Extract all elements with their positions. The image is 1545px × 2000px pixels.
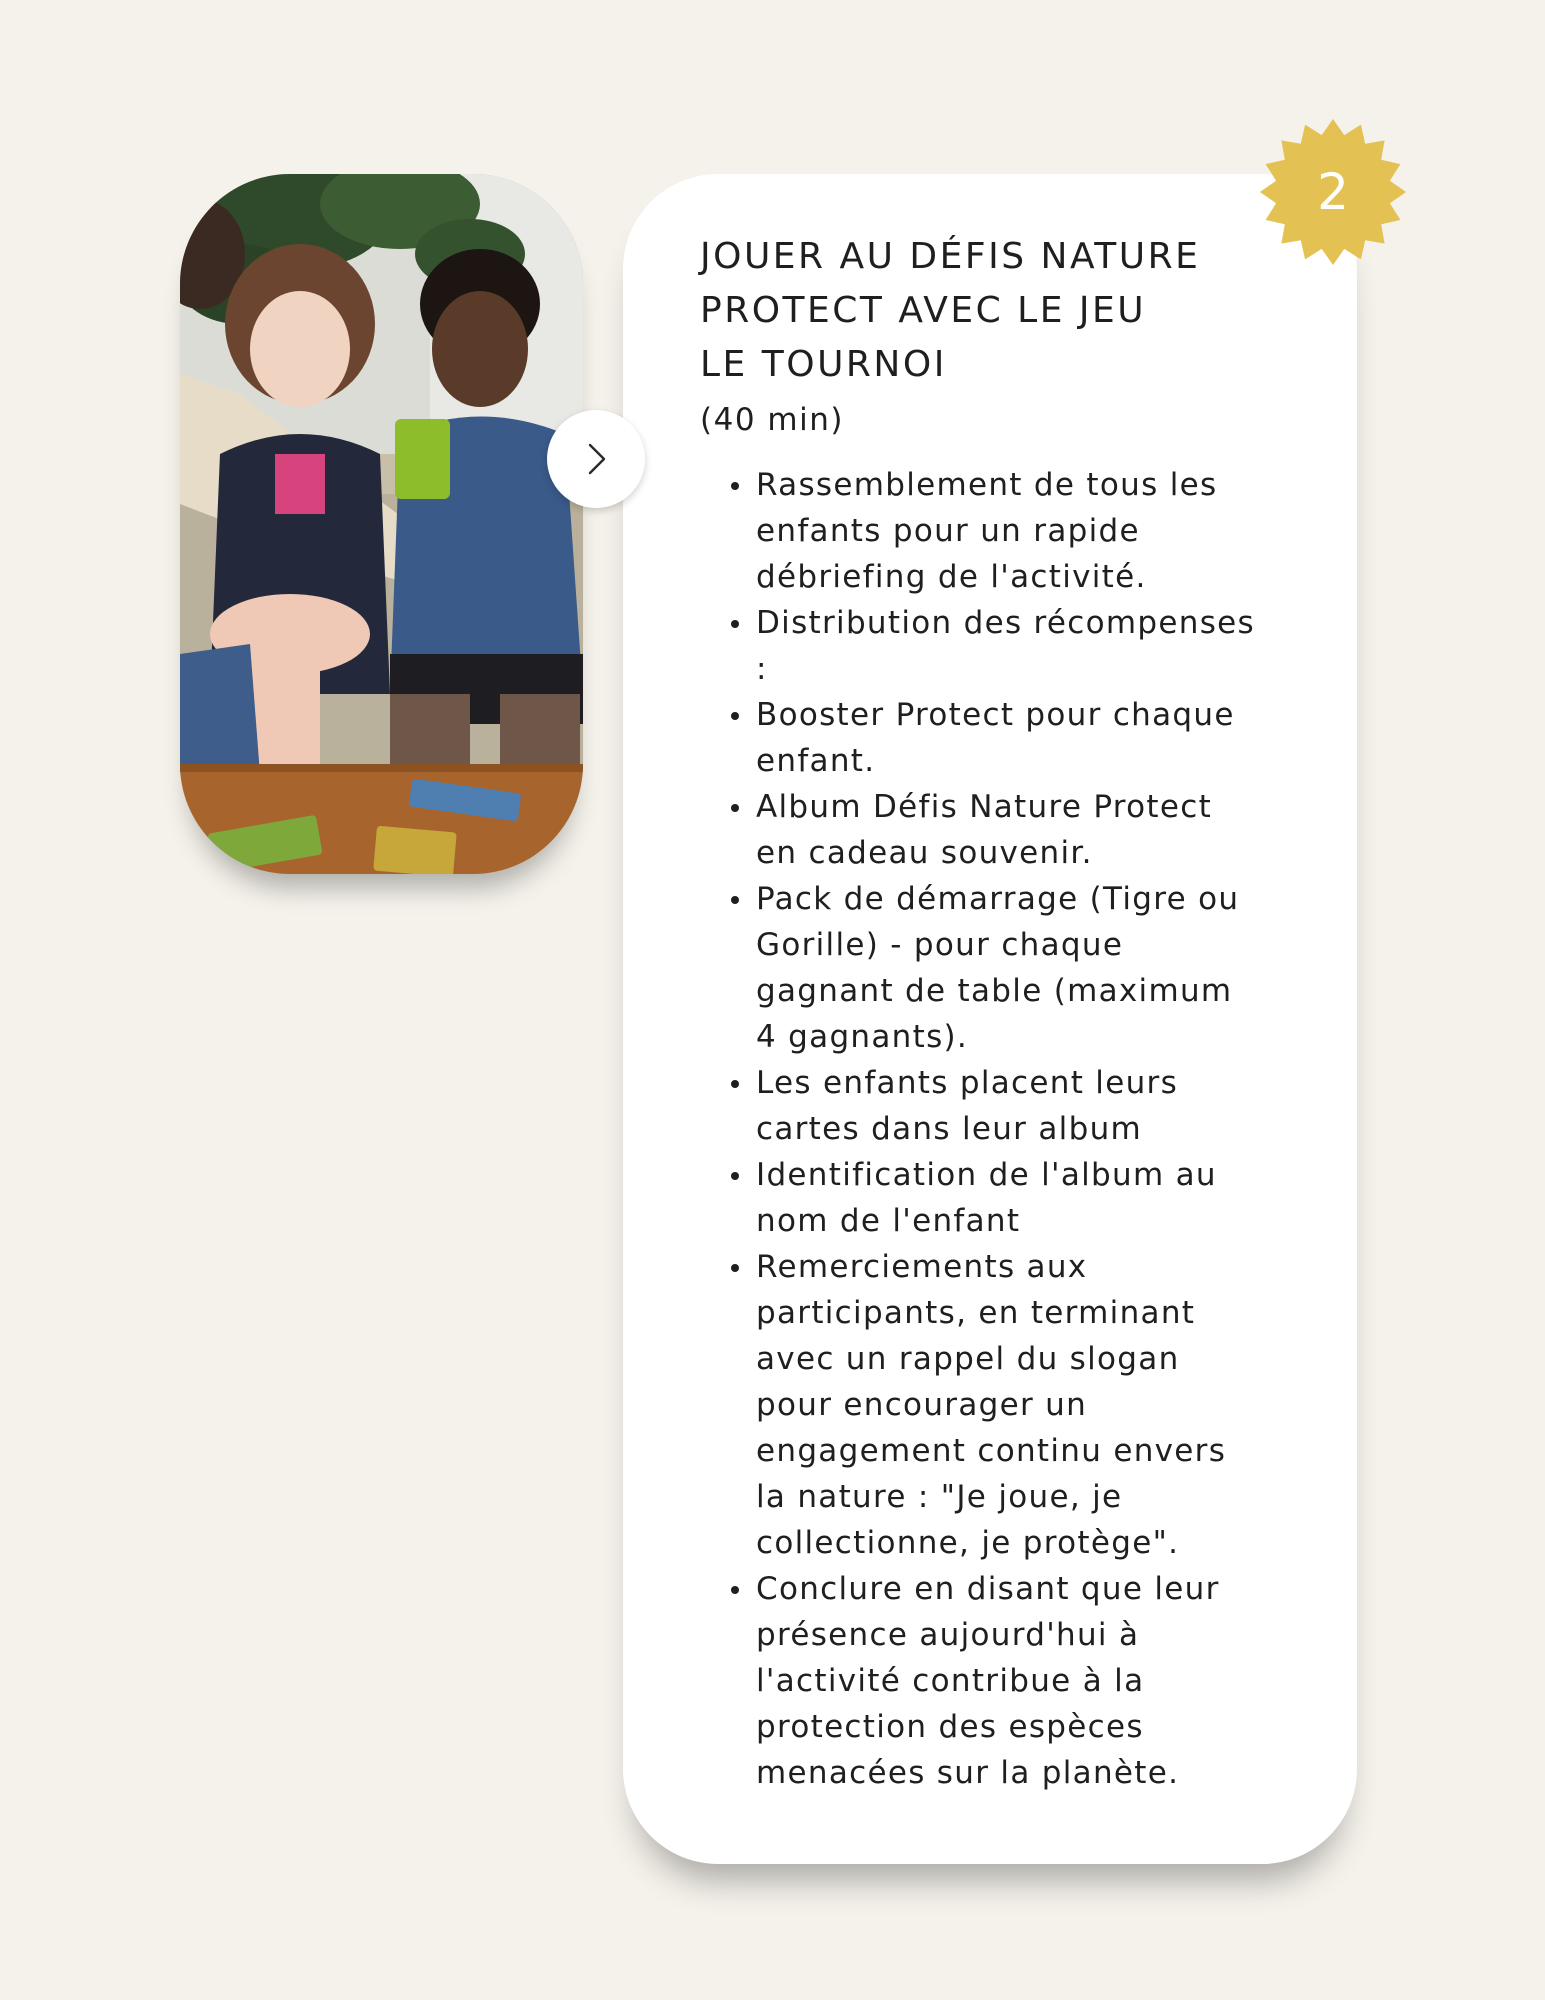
list-item: Booster Protect pour chaque enfant.: [700, 692, 1264, 784]
list-item: Identification de l'album au nom de l'enfant: [700, 1152, 1264, 1244]
list-item: Distribution des récompenses :: [700, 600, 1264, 692]
step-title-line: JOUER AU DÉFIS NATURE: [700, 236, 1201, 277]
next-button[interactable]: [547, 410, 645, 508]
step-card: [623, 174, 1357, 1864]
activity-photo: [180, 174, 583, 874]
step-number-badge: [1259, 118, 1407, 266]
step-title-line: LE TOURNOI: [700, 344, 947, 385]
chevron-right-icon: [576, 439, 616, 479]
list-item: Conclure en disant que leur présence aujourd'hui à l'activité contribue à la protection des espèces menacées sur la planète.: [700, 1566, 1264, 1796]
steps-list: [700, 462, 1317, 1796]
list-item: Remerciements aux participants, en terminant avec un rappel du slogan pour encourager un engagement continu envers la nature : "Je joue, je collectionne, je protège".: [700, 1244, 1264, 1566]
children-playing-cards-image: [180, 174, 583, 874]
step-title: [700, 230, 1317, 392]
step-number: 2: [1317, 163, 1349, 221]
list-item: Rassemblement de tous les enfants pour un rapide débriefing de l'activité.: [700, 462, 1264, 600]
list-item: Album Défis Nature Protect en cadeau souvenir.: [700, 784, 1264, 876]
step-duration: (40 min): [700, 402, 844, 438]
list-item: Pack de démarrage (Tigre ou Gorille) - pour chaque gagnant de table (maximum 4 gagnants).: [700, 876, 1264, 1060]
list-item: Les enfants placent leurs cartes dans leur album: [700, 1060, 1264, 1152]
step-title-line: PROTECT AVEC LE JEU: [700, 290, 1147, 331]
